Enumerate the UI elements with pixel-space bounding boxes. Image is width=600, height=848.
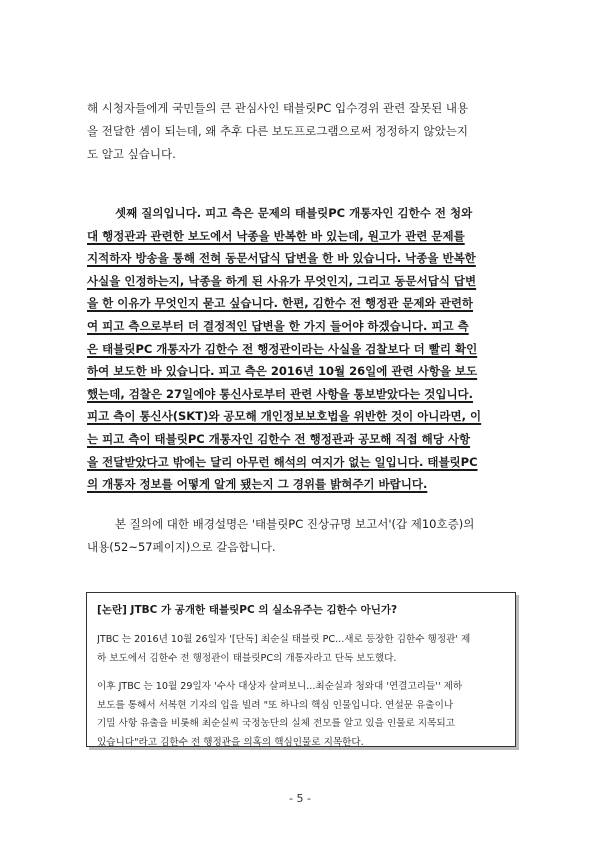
text-line: [87, 270, 519, 293]
text-line: 보도를 통해서 서복현 기자의 입을 빌려 "또 하나의 핵심 인물입니다. 연설문 유출이나: [97, 699, 454, 711]
text-line: [87, 451, 519, 474]
underlined-text: 피고 측이 통신사(SKT)와 공모해 개인정보보호법을 위반한 것이 아니라면, 이: [87, 409, 482, 424]
text-line: 있습니다"라고 김한수 전 행정관을 의혹의 핵심인물로 지목한다.: [97, 736, 364, 748]
underlined-text: 을 한 이유가 무엇인지 묻고 싶습니다. 한편, 김한수 전 행정관 문제와 관련하: [87, 296, 474, 311]
text-line: 해 시청자들에게 국민들의 큰 관심사인 태블릿PC 입수경위 관련 잘못된 내용: [87, 101, 469, 115]
text-line: [87, 360, 519, 383]
paragraph-third-question: [87, 202, 519, 496]
paragraph-background-note: [87, 513, 519, 559]
text-line: [87, 473, 519, 496]
underlined-text: 하여 보도한 바 있습니다. 피고 측은 2016년 10월 26일에 관련 사항을 보도: [87, 364, 478, 379]
text-line: 이후 JTBC 는 10월 29일자 '수사 대상자 살펴보니...최순실과 청와대 '연결고리들'' 제하: [97, 681, 463, 692]
underlined-text: 했는데, 검찰은 27일에야 통신사로부터 관련 사항을 통보받았다는 것입니다.: [87, 386, 474, 401]
text-line: [87, 405, 519, 428]
box-paragraph: [97, 678, 505, 752]
text-line: 기밀 사항 유출을 비롯해 최순실씨 국정농단의 실체 전모를 알고 있을 인물로 지목되고: [97, 718, 455, 729]
text-line: [87, 338, 519, 361]
text-line: JTBC 는 2016년 10월 26일자 '[단독] 최순실 태블릿 PC...새로 등장한 김한수 행정관' 제: [97, 634, 471, 645]
text-line: [87, 383, 519, 406]
paragraph-continuation: [87, 97, 519, 166]
underlined-text: 여 피고 측으로부터 더 결정적인 답변을 한 가지 들어야 하겠습니다. 피고 측: [87, 318, 469, 333]
page-number: - 5 -: [289, 792, 311, 805]
underlined-text: 는 피고 측이 태블릿PC 개통자인 김한수 전 행정관과 공모해 직접 해당 사항: [87, 431, 471, 446]
box-paragraph: [97, 631, 505, 668]
underlined-text: 사실을 인정하는지, 낙종을 하게 된 사유가 무엇인지, 그리고 동문서답식 답변: [87, 273, 477, 288]
text-line: [87, 247, 519, 270]
text-line: [87, 315, 519, 338]
underlined-text: 의 개통자 정보를 어떻게 알게 됐는지 그 경위를 밝혀주기 바랍니다.: [87, 477, 428, 492]
underlined-text: 은 태블릿PC 개통자가 김한수 전 행정관이라는 사실을 검찰보다 더 빨리 확인: [87, 341, 478, 356]
underlined-text: 지적하자 방송을 통해 전혀 동문서답식 답변을 한 바 있습니다. 낙종을 반복한: [87, 251, 476, 266]
controversy-box: [86, 592, 516, 747]
text-line: 내용(52~57페이지)으로 갈음합니다.: [87, 540, 276, 554]
box-title: [논란] JTBC 가 공개한 태블릿PC 의 실소유주는 김한수 아닌가?: [97, 604, 398, 616]
underlined-text: 대 행정관과 관련한 보도에서 낙종을 반복한 바 있는데, 원고가 관련 문제를: [87, 228, 465, 243]
text-line: [87, 225, 519, 248]
underlined-text: 을 전달받았다고 밖에는 달리 아무런 해석의 여지가 없는 일입니다. 태블릿PC: [87, 454, 478, 469]
text-line: 본 질의에 대한 배경설명은 '태블릿PC 진상규명 보고서'(갑 제10호증)의: [115, 517, 475, 531]
text-line: [87, 292, 519, 315]
text-line: 셋째 질의입니다. 피고 측은 문제의 태블릿PC 개통자인 김한수 전 청와: [115, 206, 473, 220]
text-line: 을 전달한 셈이 되는데, 왜 추후 다른 보도프로그램으로써 정정하지 않았는지: [87, 124, 468, 138]
text-line: [87, 428, 519, 451]
text-line: 하 보도에서 김한수 전 행정관이 태블릿PC의 개통자라고 단독 보도했다.: [97, 652, 397, 664]
text-line: 도 알고 싶습니다.: [87, 147, 176, 161]
